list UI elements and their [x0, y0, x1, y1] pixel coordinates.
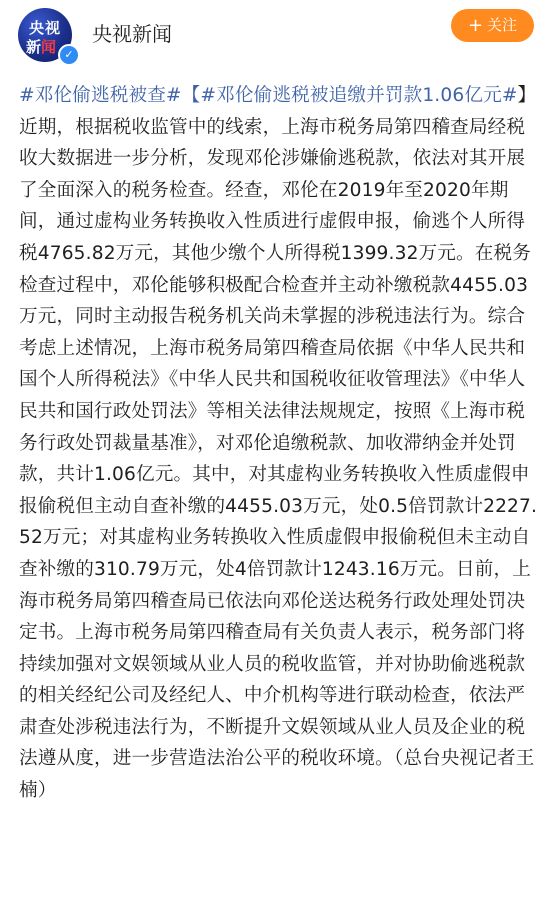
avatar-logo-char-1: 新	[26, 38, 42, 56]
verified-badge-icon: ✓	[58, 44, 80, 66]
follow-button[interactable]	[451, 9, 534, 42]
avatar-logo-char-2: 闻	[41, 38, 57, 56]
hashtag-link-1[interactable]: #邓伦偷逃税被查#	[19, 85, 182, 106]
account-name[interactable]: 央视新闻	[92, 22, 172, 46]
plus-icon: +	[467, 15, 484, 36]
post-header	[0, 0, 553, 72]
hashtag-link-2[interactable]: 【#邓伦偷逃税被追缴并罚款1.06亿元#	[181, 85, 518, 106]
post-body	[19, 80, 541, 807]
avatar-logo-bottom	[26, 36, 56, 57]
follow-button-label: 关注	[487, 16, 518, 34]
post-text: 】近期，根据税收监管中的线索，上海市税务局第四稽查局经税收大数据进一步分析，发现邓伦涉嫌偷逃税款，依法对其开展了全面深入的税务检查。经查，邓伦在2019年至2020年期间，通过虚构业务转换收入性质进行虚假申报，偷逃个人所得税4765.82万元，其他少缴个人所得税1399.32万元。在税务检查过程中，邓伦能够积极配合检查并主动补缴税款4455.03万元，同时主动报告税务机关尚未掌握的涉税违法行为。综合考虑上述情况，上海市税务局第四稽查局依据《中华人民共和国个人所得税法》《中华人民共和国税收征收管理法》《中华人民共和国行政处罚法》等相关法律法规规定，按照《上海市税务行政处罚裁量基准》，对邓伦追缴税款、加收滞纳金并处罚款，共计1.06亿元。其中，对其虚构业务转换收入性质虚假申报偷税但主动自查补缴的4455.03万元，处0.5倍罚款计2227.52万元；对其虚构业务转换收入性质虚假申报偷税但未主动自查补缴的310.79万元，处4倍罚款计1243.16万元。日前，上海市税务局第四稽查局已依法向邓伦送达税务行政处理处罚决定书。上海市税务局第四稽查局有关负责人表示，税务部门将持续加强对文娱领域从业人员的税收监管，并对协助偷逃税款的相关经纪公司及经纪人、中介机构等进行联动检查，依法严肃查处涉税违法行为，不断提升文娱领域从业人员及企业的税法遵从度，进一步营造法治公平的税收环境。（总台央视记者王楠）	[19, 85, 538, 802]
avatar-logo-top: 央视	[28, 19, 61, 37]
